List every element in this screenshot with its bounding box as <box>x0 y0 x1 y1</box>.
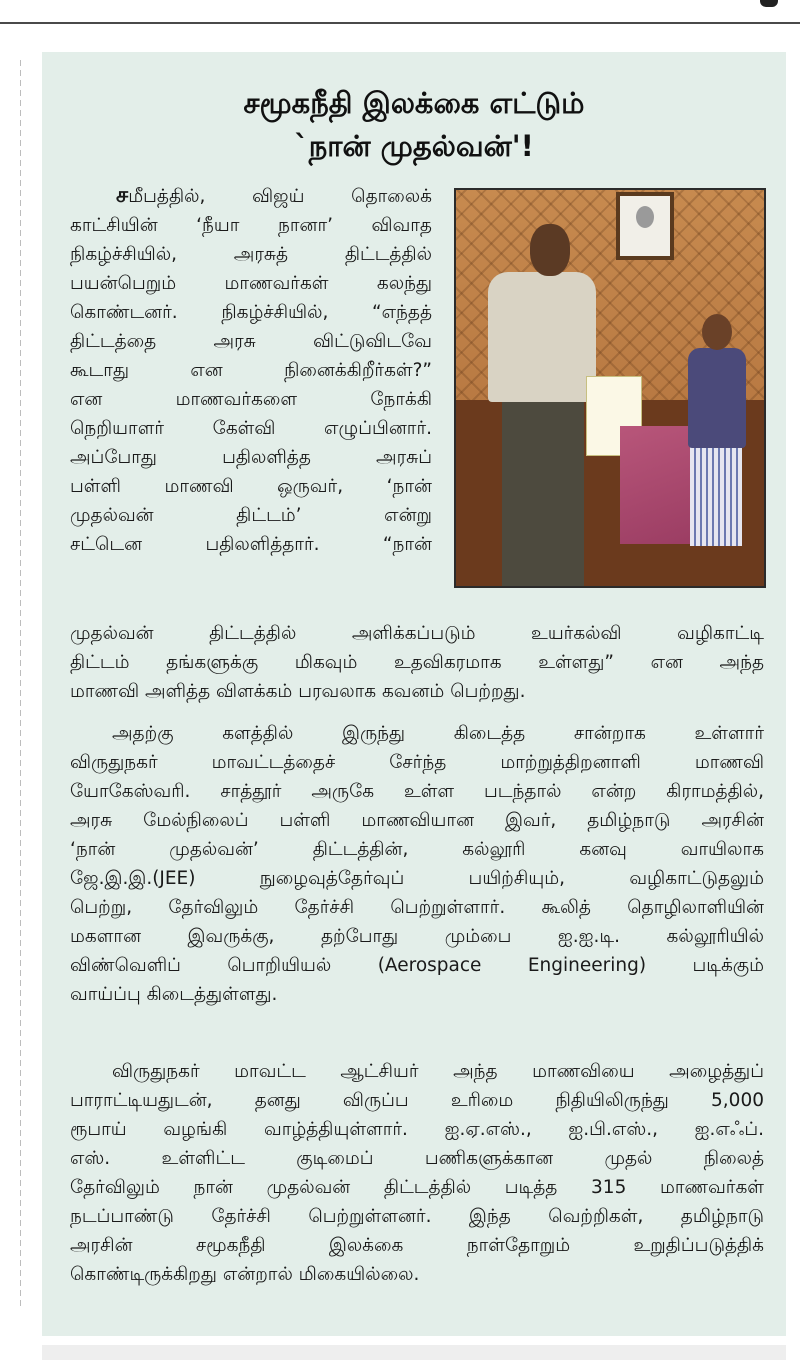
photo-girl-uniform <box>688 348 746 448</box>
paragraph-1-continuation <box>70 619 764 706</box>
text-line: கொண்டிருக்கிறது என்றால் மிகையில்லை. <box>70 1264 420 1285</box>
text-line: கொண்டனர். நிகழ்ச்சியில், “எந்தத் <box>70 302 432 323</box>
text-line: சமீபத்தில், விஜய் தொலைக் <box>116 183 432 208</box>
text-line: நிகழ்ச்சியில், அரசுத் திட்டத்தில் <box>70 244 432 265</box>
text-line: ரூபாய் வழங்கி வாழ்த்தியுள்ளார். ஐ.ஏ.எஸ்., ஐ.பி.எஸ்., ஐ.எஃப். <box>70 1119 764 1140</box>
text-line: என மாணவர்களை நோக்கி <box>70 389 432 410</box>
text-line: எஸ். உள்ளிட்ட குடிமைப் பணிகளுக்கான முதல் நிலைத் <box>70 1148 764 1169</box>
text-line: முதல்வன் திட்டம்’ என்று <box>70 505 432 526</box>
next-article-edge <box>42 1345 786 1360</box>
text-line: கூடாது என நினைக்கிறீர்கள்?” <box>70 360 432 381</box>
column-divider <box>20 60 21 1310</box>
text-line: விண்வெளிப் பொறியியல் (Aerospace Engineering) படிக்கும் <box>70 955 764 976</box>
text-line: வாய்ப்பு கிடைத்துள்ளது. <box>70 984 278 1005</box>
photo-man-head <box>530 224 570 276</box>
text-line: காட்சியின் ‘நீயா நானா’ விவாத <box>70 215 432 236</box>
page-corner-mark <box>760 0 778 7</box>
text-line: நெறியாளர் கேள்வி எழுப்பினார். <box>70 418 432 439</box>
paragraph-1-narrow <box>70 181 432 559</box>
text-line: மகளான இவருக்கு, தற்போது மும்பை ஐ.ஐ.டி. கல்லூரியில் <box>70 926 764 947</box>
drop-cap: ச <box>116 183 129 208</box>
photo-girl-skirt <box>690 446 742 546</box>
paragraph-2 <box>70 719 764 1009</box>
text-line: அரசின் சமூகநீதி இலக்கை நாள்தோறும் உறுதிப்படுத்திக் <box>70 1235 764 1256</box>
text-line: நடப்பாண்டு தேர்ச்சி பெற்றுள்ளனர். இந்த வெற்றிகள், தமிழ்நாடு <box>70 1206 764 1227</box>
headline <box>42 82 786 168</box>
photo-gift-cloth <box>620 426 694 544</box>
text-line: ‘நான் முதல்வன்’ திட்டத்தின், கல்லூரி கனவு வாயிலாக <box>70 839 764 860</box>
photo-man-shirt <box>488 272 596 402</box>
photo-wall-portrait <box>616 192 674 260</box>
text-line: விருதுநகர் மாவட்ட ஆட்சியர் அந்த மாணவியை அழைத்துப் <box>112 1061 764 1082</box>
text-line: பெற்று, தேர்விலும் தேர்ச்சி பெற்றுள்ளார். கூலித் தொழிலாளியின் <box>70 897 764 918</box>
article-box <box>42 52 786 1336</box>
text-line: பள்ளி மாணவி ஒருவர், ‘நான் <box>70 476 432 497</box>
text-line: ஜே.இ.இ.(JEE) நுழைவுத்தேர்வுப் பயிற்சியும், வழிகாட்டுதலும் <box>70 868 764 889</box>
text-line: திட்டம் தங்களுக்கு மிகவும் உதவிகரமாக உள்ளது” என அந்த <box>70 652 764 673</box>
text-line: விருதுநகர் மாவட்டத்தைச் சேர்ந்த மாற்றுத்திறனாளி மாணவி <box>70 752 764 773</box>
text-line: அரசு மேல்நிலைப் பள்ளி மாணவியான இவர், தமிழ்நாடு அரசின் <box>70 810 764 831</box>
text-line: சட்டென பதிலளித்தார். “நான் <box>70 534 432 555</box>
article-photo <box>454 188 766 588</box>
text-line: அப்போது பதிலளித்த அரசுப் <box>70 447 432 468</box>
top-rule <box>0 22 800 24</box>
paragraph-3 <box>70 1057 764 1289</box>
headline-line-1: சமூகநீதி இலக்கை எட்டும் <box>243 86 585 120</box>
text-line: திட்டத்தை அரசு விட்டுவிடவே <box>70 331 432 352</box>
text-line: அதற்கு களத்தில் இருந்து கிடைத்த சான்றாக உள்ளார் <box>112 723 764 744</box>
text-line: யோகேஸ்வரி. சாத்தூர் அருகே உள்ள படந்தால் என்ற கிராமத்தில், <box>70 781 764 802</box>
text-line: பயன்பெறும் மாணவர்கள் கலந்து <box>70 273 432 294</box>
text-line: மாணவி அளித்த விளக்கம் பரவலாக கவனம் பெற்றது. <box>70 681 526 702</box>
headline-line-2: `நான் முதல்வன்'! <box>294 129 534 163</box>
text-line: பாராட்டியதுடன், தனது விருப்ப உரிமை நிதியிலிருந்து 5,000 <box>70 1090 764 1111</box>
text-line: முதல்வன் திட்டத்தில் அளிக்கப்படும் உயர்கல்வி வழிகாட்டி <box>70 623 764 644</box>
text-line: தேர்விலும் நான் முதல்வன் திட்டத்தில் படித்த 315 மாணவர்கள் <box>70 1177 764 1198</box>
photo-girl-head <box>702 314 732 350</box>
photo-man-legs <box>502 398 584 588</box>
